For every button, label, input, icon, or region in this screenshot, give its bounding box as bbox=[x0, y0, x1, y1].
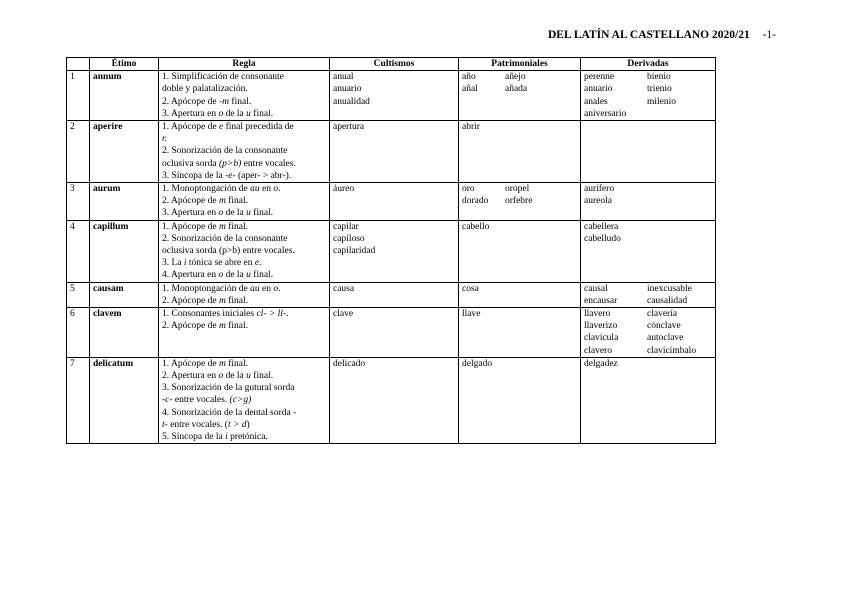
row-number: 3 bbox=[67, 183, 90, 221]
word: encausar bbox=[584, 295, 618, 306]
regla-text: . bbox=[278, 184, 281, 195]
word-line bbox=[333, 308, 455, 320]
regla-italic: -e- bbox=[225, 170, 236, 181]
regla-line bbox=[162, 419, 326, 431]
regla-text: entre vocales. ( bbox=[167, 419, 228, 430]
regla-text: oclusiva sorda (p>b) entre vocales. bbox=[162, 246, 295, 257]
word: clavicímbalo bbox=[647, 345, 697, 356]
regla-italic: t > d bbox=[227, 419, 247, 430]
word-line bbox=[333, 183, 455, 195]
word-line bbox=[462, 195, 577, 207]
derivadas-cell bbox=[581, 183, 716, 221]
etimo-cell: aurum bbox=[90, 183, 159, 221]
regla-text: oclusiva sorda bbox=[162, 158, 219, 169]
word: áureo bbox=[333, 184, 355, 195]
word: llavero bbox=[584, 309, 611, 320]
regla-text: 2. Apócope de bbox=[162, 196, 219, 207]
etimo-cell: annum bbox=[90, 71, 159, 121]
word: trienio bbox=[647, 84, 672, 95]
regla-text: final. bbox=[225, 295, 249, 306]
regla-cell bbox=[159, 220, 330, 282]
regla-text: final. bbox=[250, 270, 274, 281]
word-line bbox=[462, 83, 577, 95]
cultismos-cell bbox=[330, 183, 459, 221]
word: llaverizo bbox=[584, 321, 618, 332]
word-line bbox=[584, 221, 712, 233]
regla-italic: m bbox=[219, 295, 226, 306]
regla-text: final. bbox=[250, 208, 274, 219]
regla-italic: o bbox=[218, 270, 224, 281]
word-line bbox=[584, 71, 712, 83]
derivadas-cell bbox=[581, 121, 716, 183]
regla-text: final. bbox=[225, 221, 249, 232]
word: aureola bbox=[584, 196, 612, 207]
regla-text: (aper- > abr-). bbox=[235, 170, 292, 181]
etimo-cell: causam bbox=[90, 282, 159, 307]
derivadas-cell bbox=[581, 220, 716, 282]
word-line bbox=[462, 358, 577, 370]
word: cabelludo bbox=[584, 233, 621, 244]
regla-italic: cl- > ll- bbox=[256, 309, 287, 320]
regla-line bbox=[162, 207, 326, 219]
regla-line bbox=[162, 83, 326, 95]
etimo-cell: clavem bbox=[90, 308, 159, 358]
cultismos-cell bbox=[330, 220, 459, 282]
regla-line bbox=[162, 431, 326, 443]
regla-line bbox=[162, 121, 326, 133]
word: cónclave bbox=[647, 321, 681, 332]
word: aurífero bbox=[584, 184, 615, 195]
derivadas-cell bbox=[581, 282, 716, 307]
regla-line bbox=[162, 183, 326, 195]
regla-italic: u bbox=[246, 371, 251, 382]
word: clavería bbox=[647, 309, 678, 320]
regla-italic: m bbox=[219, 358, 226, 369]
word: causa bbox=[333, 283, 355, 294]
word: bienio bbox=[647, 72, 671, 83]
regla-line bbox=[162, 96, 326, 108]
regla-text: de la bbox=[223, 270, 247, 281]
word: abrir bbox=[462, 122, 480, 133]
regla-italic: e bbox=[219, 122, 224, 133]
word-line bbox=[333, 71, 455, 83]
regla-italic: m bbox=[219, 321, 226, 332]
regla-text: 1. Apócope de bbox=[162, 221, 219, 232]
regla-text: en bbox=[259, 283, 274, 294]
regla-italic: m bbox=[219, 221, 226, 232]
cultismos-cell bbox=[330, 308, 459, 358]
word: anuario bbox=[584, 84, 613, 95]
regla-text: 2. Apócope de bbox=[162, 321, 219, 332]
regla-line bbox=[162, 407, 326, 419]
regla-italic: t- bbox=[162, 419, 168, 430]
regla-text: en bbox=[259, 184, 274, 195]
regla-text: 2. Apócope de bbox=[162, 96, 219, 107]
patrimoniales-cell bbox=[459, 357, 581, 443]
regla-italic: u bbox=[246, 270, 251, 281]
regla-cell bbox=[159, 121, 330, 183]
word-line bbox=[333, 221, 455, 233]
document-title: DEL LATÍN AL CASTELLANO 2020/21 bbox=[547, 29, 750, 41]
word-line bbox=[333, 358, 455, 370]
word: capiloso bbox=[333, 233, 365, 244]
word: delgadez bbox=[584, 358, 618, 369]
row-number: 1 bbox=[67, 71, 90, 121]
etimo-cell: aperire bbox=[90, 121, 159, 183]
regla-italic: e bbox=[254, 258, 260, 269]
regla-line bbox=[162, 233, 326, 245]
regla-italic: o bbox=[218, 371, 224, 382]
regla-italic: o bbox=[218, 208, 224, 219]
regla-cell bbox=[159, 71, 330, 121]
regla-text: de la bbox=[223, 108, 247, 119]
regla-line bbox=[162, 295, 326, 307]
regla-text: final. bbox=[225, 358, 249, 369]
regla-italic: o bbox=[218, 108, 224, 119]
regla-text: 1. Monoptongación de bbox=[162, 184, 251, 195]
regla-text: 1. Consonantes iniciales bbox=[162, 309, 257, 320]
regla-italic: u bbox=[246, 108, 251, 119]
word: inexcusable bbox=[647, 283, 692, 294]
regla-line bbox=[162, 283, 326, 295]
word-line bbox=[462, 183, 577, 195]
column-header-regla: Regla bbox=[159, 58, 330, 71]
word-line bbox=[333, 83, 455, 95]
regla-text: 3. Sonorización de la gutural sorda bbox=[162, 383, 295, 394]
regla-text: 2. Sonorización de la consonante bbox=[162, 233, 288, 244]
word-line bbox=[462, 308, 577, 320]
word: anual bbox=[333, 72, 354, 83]
regla-text: 3. Apertura en bbox=[162, 108, 219, 119]
word-line bbox=[333, 245, 455, 257]
regla-text: tónica se abre en bbox=[186, 258, 255, 269]
regla-italic: r. bbox=[162, 134, 168, 145]
regla-line bbox=[162, 370, 326, 382]
regla-text: 2. Sonorización de la consonante bbox=[162, 146, 288, 157]
row-number: 4 bbox=[67, 220, 90, 282]
column-header-cultismos: Cultismos bbox=[330, 58, 459, 71]
word: apertura bbox=[333, 122, 365, 133]
regla-italic: au bbox=[250, 283, 260, 294]
regla-italic: au bbox=[250, 184, 260, 195]
word-line bbox=[462, 221, 577, 233]
regla-line bbox=[162, 133, 326, 145]
regla-cell bbox=[159, 308, 330, 358]
table-row bbox=[67, 183, 716, 221]
table-header-row bbox=[67, 58, 716, 71]
regla-text: 1. Apócope de bbox=[162, 358, 219, 369]
word: orfebre bbox=[505, 196, 533, 207]
regla-line bbox=[162, 108, 326, 120]
regla-line bbox=[162, 195, 326, 207]
table-row bbox=[67, 220, 716, 282]
regla-line bbox=[162, 245, 326, 257]
regla-text: pretónica. bbox=[227, 432, 268, 443]
regla-line bbox=[162, 221, 326, 233]
cultismos-cell bbox=[330, 71, 459, 121]
regla-text: 3. La bbox=[162, 258, 184, 269]
regla-italic: (p>b) bbox=[219, 158, 242, 169]
regla-line bbox=[162, 71, 326, 83]
column-header-number bbox=[67, 58, 90, 71]
word: anualidad bbox=[333, 96, 370, 107]
column-header-derivadas: Derivadas bbox=[581, 58, 716, 71]
regla-line bbox=[162, 257, 326, 269]
word-line bbox=[584, 108, 712, 120]
word: anales bbox=[584, 96, 608, 107]
word-line bbox=[584, 358, 712, 370]
cultismos-cell bbox=[330, 282, 459, 307]
regla-italic: o bbox=[273, 184, 279, 195]
regla-text: 1. Simplificación de consonante bbox=[162, 72, 284, 83]
regla-italic: (c>g) bbox=[229, 395, 252, 406]
table-row bbox=[67, 282, 716, 307]
document-header bbox=[0, 29, 776, 41]
regla-italic: -c- bbox=[162, 395, 173, 406]
word: cosa bbox=[462, 283, 479, 294]
word-line bbox=[584, 233, 712, 245]
regla-italic: m bbox=[219, 196, 226, 207]
word-line bbox=[584, 320, 712, 332]
regla-line bbox=[162, 308, 326, 320]
regla-text: . bbox=[286, 309, 289, 320]
word: autoclave bbox=[647, 333, 684, 344]
regla-text: . bbox=[259, 258, 262, 269]
word: perenne bbox=[584, 72, 615, 83]
table-row bbox=[67, 308, 716, 358]
regla-text: entre vocales. bbox=[241, 158, 296, 169]
word: añada bbox=[505, 84, 528, 95]
word: anuario bbox=[333, 84, 362, 95]
word: dorado bbox=[462, 196, 489, 207]
regla-italic: u bbox=[246, 208, 251, 219]
patrimoniales-cell bbox=[459, 282, 581, 307]
patrimoniales-cell bbox=[459, 220, 581, 282]
regla-text: 1. Monoptongación de bbox=[162, 283, 251, 294]
patrimoniales-cell bbox=[459, 121, 581, 183]
word: delicado bbox=[333, 358, 366, 369]
table-row bbox=[67, 357, 716, 443]
word-line bbox=[333, 283, 455, 295]
word-line bbox=[584, 345, 712, 357]
patrimoniales-cell bbox=[459, 183, 581, 221]
row-number: 5 bbox=[67, 282, 90, 307]
regla-text: final. bbox=[250, 108, 274, 119]
derivadas-cell bbox=[581, 71, 716, 121]
word: cabellera bbox=[584, 221, 619, 232]
table-row bbox=[67, 121, 716, 183]
word-line bbox=[462, 71, 577, 83]
row-number: 7 bbox=[67, 357, 90, 443]
word-line bbox=[333, 96, 455, 108]
word: llave bbox=[462, 309, 481, 320]
regla-text: doble y palatalización. bbox=[162, 84, 248, 95]
regla-line bbox=[162, 382, 326, 394]
word-line bbox=[584, 96, 712, 108]
word: clave bbox=[333, 309, 354, 320]
word-line bbox=[584, 308, 712, 320]
word-line bbox=[584, 183, 712, 195]
regla-italic: i bbox=[183, 258, 187, 269]
page-number: -1- bbox=[762, 29, 776, 41]
etimo-cell: delicatum bbox=[90, 357, 159, 443]
regla-text: de la bbox=[223, 371, 247, 382]
regla-text: 4. Apertura en bbox=[162, 270, 219, 281]
row-number: 2 bbox=[67, 121, 90, 183]
table-row bbox=[67, 71, 716, 121]
regla-line bbox=[162, 358, 326, 370]
regla-cell bbox=[159, 183, 330, 221]
regla-text: 4. Sonorización de la dental sorda - bbox=[162, 407, 297, 418]
column-header-etimo: Étimo bbox=[90, 58, 159, 71]
regla-text: final precedida de bbox=[223, 122, 294, 133]
word: añal bbox=[462, 84, 478, 95]
word-line bbox=[584, 83, 712, 95]
regla-line bbox=[162, 394, 326, 406]
regla-cell bbox=[159, 282, 330, 307]
word-line bbox=[333, 233, 455, 245]
regla-text: final. bbox=[250, 371, 274, 382]
word-line bbox=[584, 332, 712, 344]
row-number: 6 bbox=[67, 308, 90, 358]
word-line bbox=[462, 121, 577, 133]
word-line bbox=[584, 283, 712, 295]
regla-line bbox=[162, 145, 326, 157]
word: clavícula bbox=[584, 333, 619, 344]
regla-text: 3. Apertura en bbox=[162, 208, 219, 219]
word-line bbox=[584, 295, 712, 307]
regla-italic: i bbox=[225, 432, 228, 443]
regla-text: final. bbox=[229, 96, 252, 107]
word: año bbox=[462, 72, 476, 83]
derivadas-cell bbox=[581, 308, 716, 358]
word-line bbox=[584, 195, 712, 207]
regla-text: ) bbox=[246, 419, 250, 430]
regla-text: 2. Apertura en bbox=[162, 371, 219, 382]
word: añejo bbox=[505, 72, 526, 83]
cultismos-cell bbox=[330, 121, 459, 183]
regla-text: final. bbox=[225, 196, 249, 207]
word: causalidad bbox=[647, 295, 688, 306]
regla-text: entre vocales. bbox=[172, 395, 230, 406]
word: clavero bbox=[584, 345, 612, 356]
regla-italic: o bbox=[273, 283, 279, 294]
column-header-patrimoniales: Patrimoniales bbox=[459, 58, 581, 71]
word: milenio bbox=[647, 96, 677, 107]
regla-line bbox=[162, 170, 326, 182]
regla-text: final. bbox=[225, 321, 249, 332]
regla-text: 1. Apócope de bbox=[162, 122, 219, 133]
regla-text: . bbox=[278, 283, 281, 294]
word: aniversario bbox=[584, 108, 627, 119]
patrimoniales-cell bbox=[459, 308, 581, 358]
etimo-cell: capillum bbox=[90, 220, 159, 282]
regla-text: 5. Síncopa de la bbox=[162, 432, 226, 443]
regla-cell bbox=[159, 357, 330, 443]
word-line bbox=[462, 283, 577, 295]
cultismos-cell bbox=[330, 357, 459, 443]
word: capilar bbox=[333, 221, 359, 232]
table-body bbox=[67, 71, 716, 444]
etymology-table bbox=[66, 57, 716, 444]
word: capilaridad bbox=[333, 246, 376, 257]
regla-line bbox=[162, 320, 326, 332]
word-line bbox=[333, 121, 455, 133]
word: oropel bbox=[505, 184, 530, 195]
regla-text: de la bbox=[223, 208, 247, 219]
word: oro bbox=[462, 184, 475, 195]
regla-text: 2. Apócope de bbox=[162, 295, 219, 306]
regla-line bbox=[162, 269, 326, 281]
derivadas-cell bbox=[581, 357, 716, 443]
word: causal bbox=[584, 283, 608, 294]
regla-italic: -m bbox=[219, 96, 230, 107]
word: delgado bbox=[462, 358, 493, 369]
regla-text: 3. Síncopa de la bbox=[162, 170, 226, 181]
regla-line bbox=[162, 158, 326, 170]
patrimoniales-cell bbox=[459, 71, 581, 121]
word: cabello bbox=[462, 221, 490, 232]
